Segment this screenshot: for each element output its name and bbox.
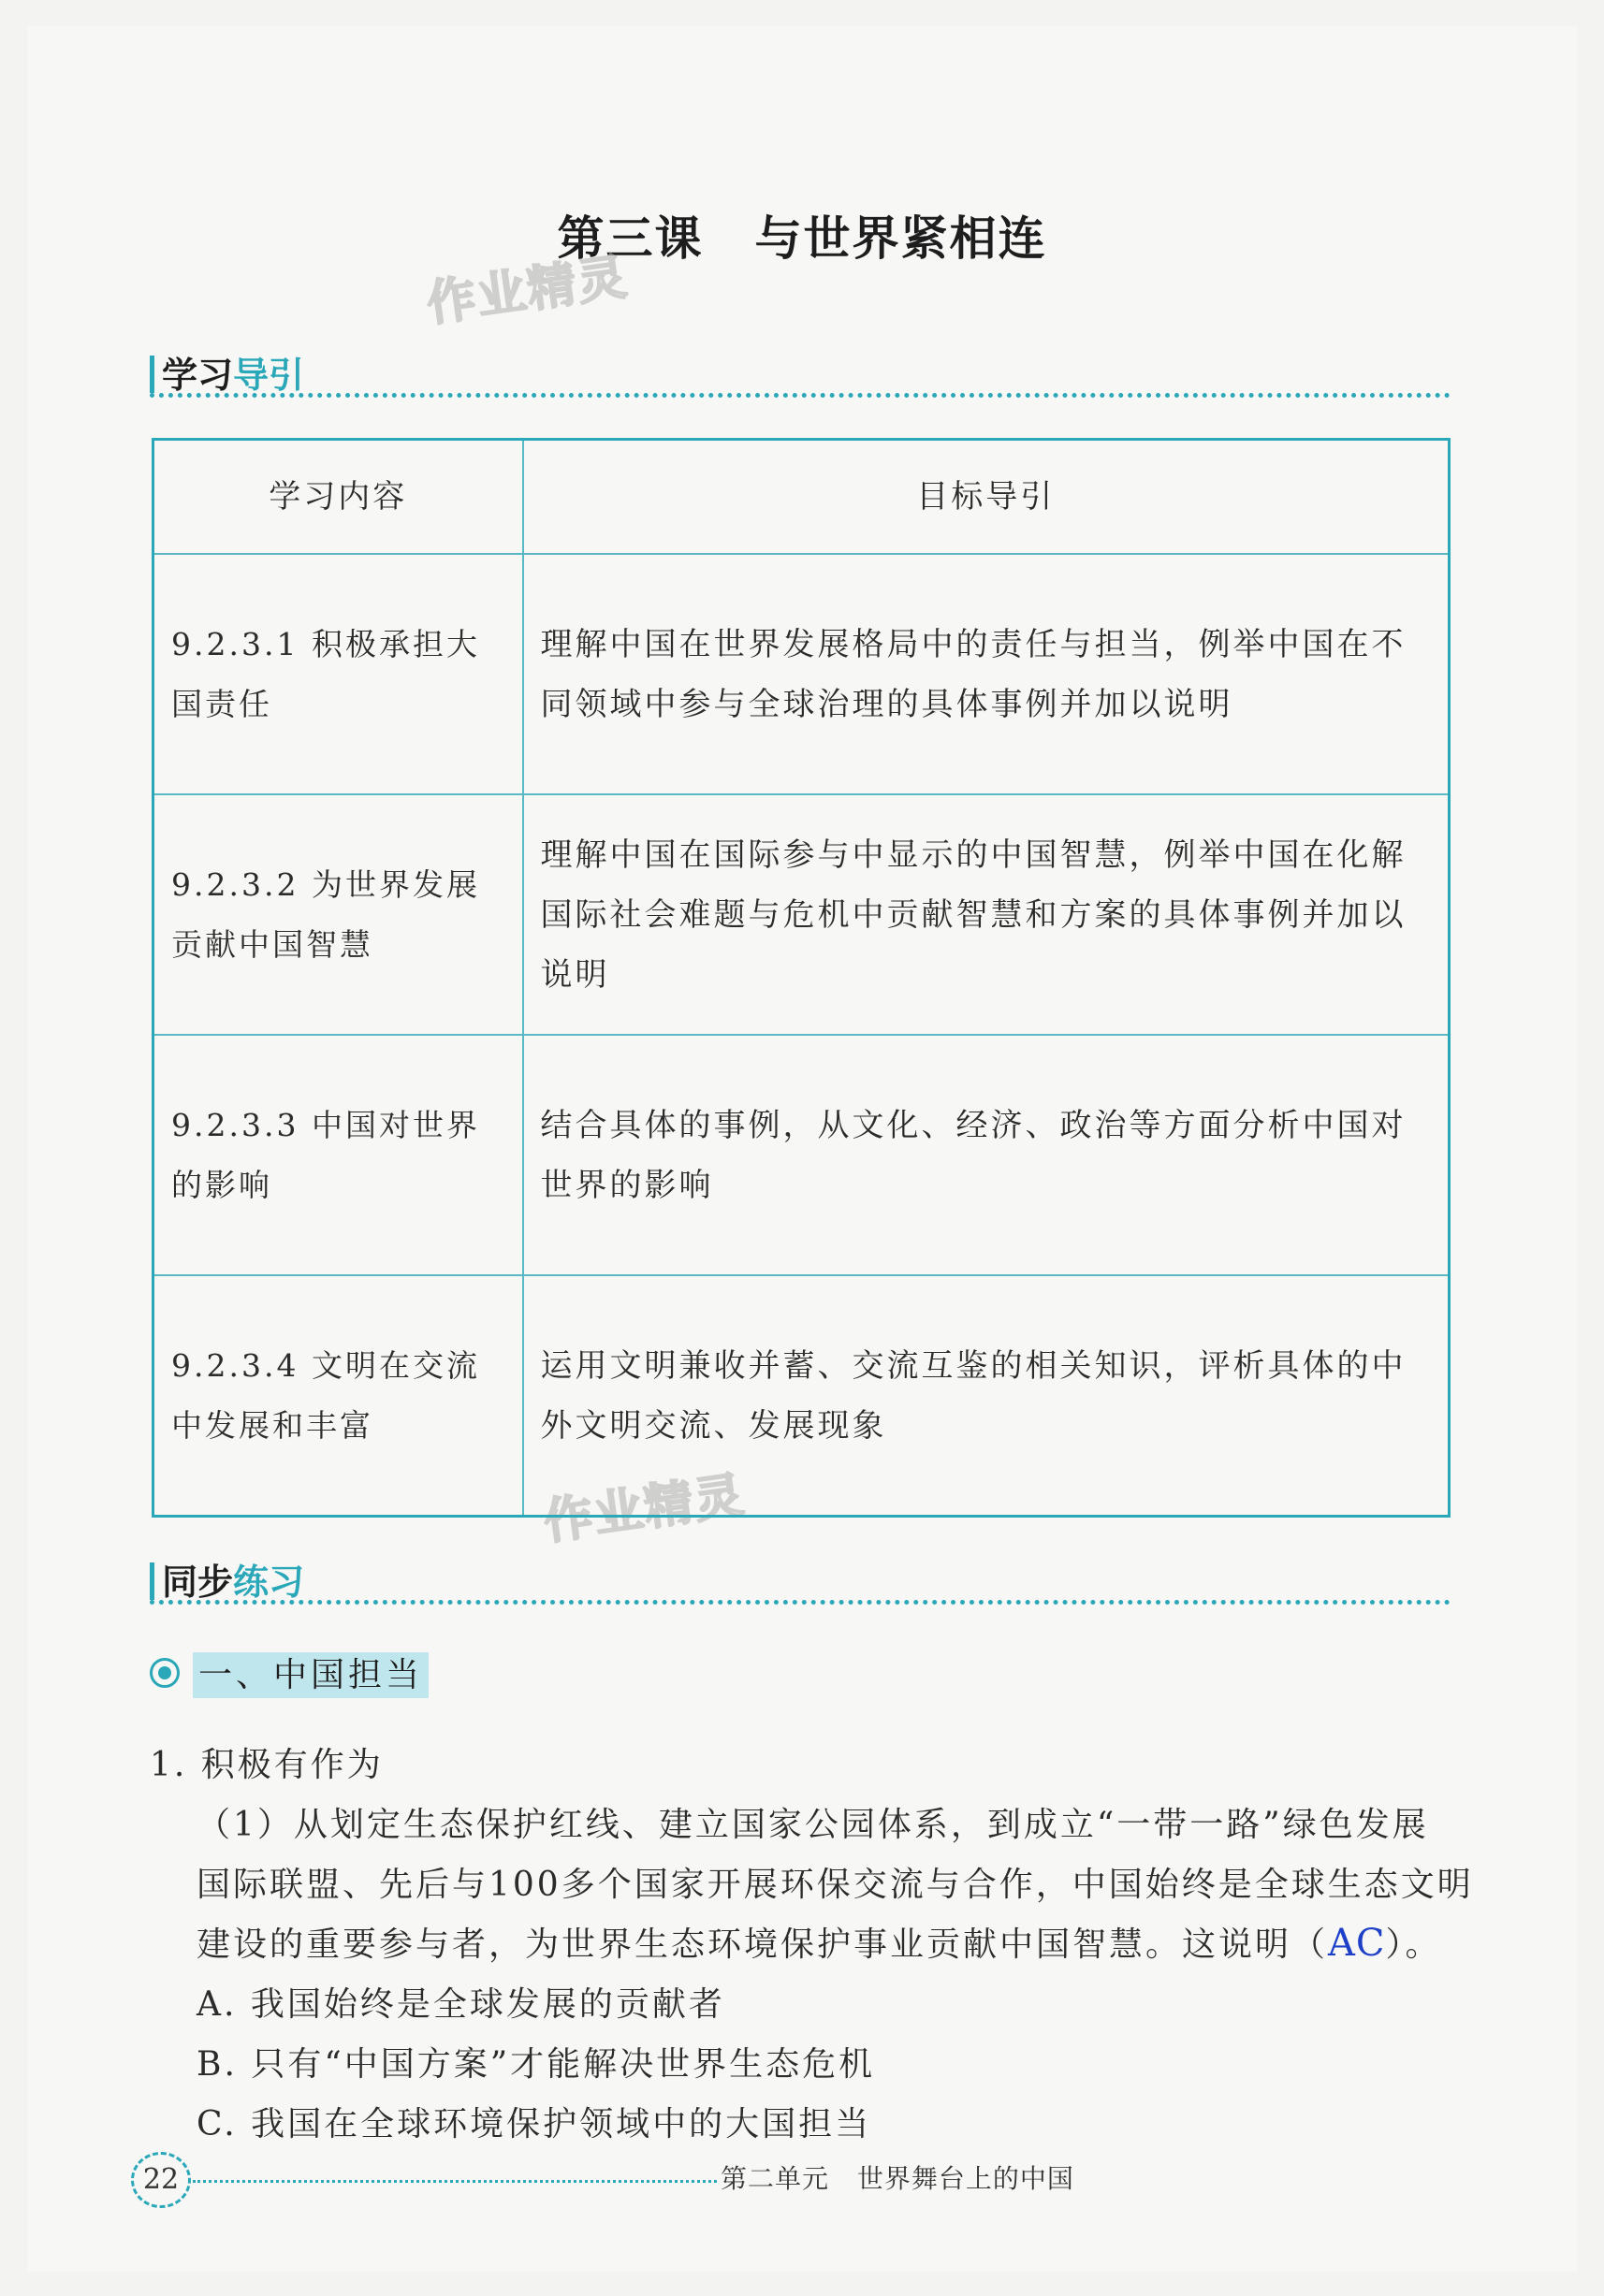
goal-cell: 理解中国在国际参与中显示的中国智慧，例举中国在化解国际社会难题与危机中贡献智慧和方案的具体事例并加以说明 (523, 794, 1450, 1035)
table-header-row (153, 440, 1450, 555)
page-number: 22 (131, 2152, 191, 2208)
question-stem-line: 国际联盟、先后与100多个国家开展环保交流与合作，中国始终是全球生态文明 (197, 1866, 1474, 1904)
learning-guide-table (152, 438, 1451, 1518)
content-cell: 9.2.3.3 中国对世界的影响 (153, 1035, 523, 1275)
watermark-bottom: 作业精灵 (540, 1467, 749, 1551)
heading-bar (150, 1562, 154, 1600)
option-a: A. 我国始终是全球发展的贡献者 (197, 1985, 725, 2024)
handwritten-answer: AC (1328, 1922, 1386, 1965)
heading-bar (150, 356, 154, 393)
guide-divider (150, 393, 1451, 398)
lesson-name: 与世界紧相连 (754, 211, 1047, 266)
question-title: 1. 积极有作为 (150, 1746, 384, 1784)
table-row (153, 1275, 1450, 1517)
practice-heading: 同步练习 (150, 1553, 304, 1605)
lesson-number: 第三课 (557, 211, 704, 266)
table-row (153, 794, 1450, 1035)
goal-cell: 结合具体的事例，从文化、经济、政治等方面分析中国对世界的影响 (523, 1035, 1450, 1275)
question-stem-line: 建设的重要参与者，为世界生态环境保护事业贡献中国智慧。这说明（AC）。 (197, 1922, 1442, 1965)
question-stem-line: （1）从划定生态保护红线、建立国家公园体系，到成立“一带一路”绿色发展 (197, 1806, 1429, 1844)
goal-cell: 运用文明兼收并蓄、交流互鉴的相关知识，评析具体的中外文明交流、发展现象 (523, 1275, 1450, 1517)
practice-divider (150, 1600, 1451, 1605)
subsection-heading: 一、中国担当 (150, 1649, 429, 1696)
goal-cell: 理解中国在世界发展格局中的责任与担当，例举中国在不同领域中参与全球治理的具体事例并加以说明 (523, 554, 1450, 794)
content-cell: 9.2.3.2 为世界发展贡献中国智慧 (153, 794, 523, 1035)
table-row (153, 1035, 1450, 1275)
column-header: 学习内容 (153, 440, 523, 555)
lesson-title (0, 201, 1604, 269)
option-b: B. 只有“中国方案”才能解决世界生态危机 (197, 2045, 876, 2084)
bullseye-icon (150, 1658, 180, 1688)
watermark-top: 作业精灵 (423, 249, 632, 333)
content-cell: 9.2.3.4 文明在交流中发展和丰富 (153, 1275, 523, 1517)
footer-unit: 第二单元 世界舞台上的中国 (721, 2163, 1074, 2194)
column-header: 目标导引 (523, 440, 1450, 555)
content-cell: 9.2.3.1 积极承担大国责任 (153, 554, 523, 794)
footer-divider (193, 2180, 717, 2183)
option-c: C. 我国在全球环境保护领域中的大国担当 (197, 2105, 872, 2143)
table-row (153, 554, 1450, 794)
guide-heading: 学习导引 (150, 346, 304, 398)
